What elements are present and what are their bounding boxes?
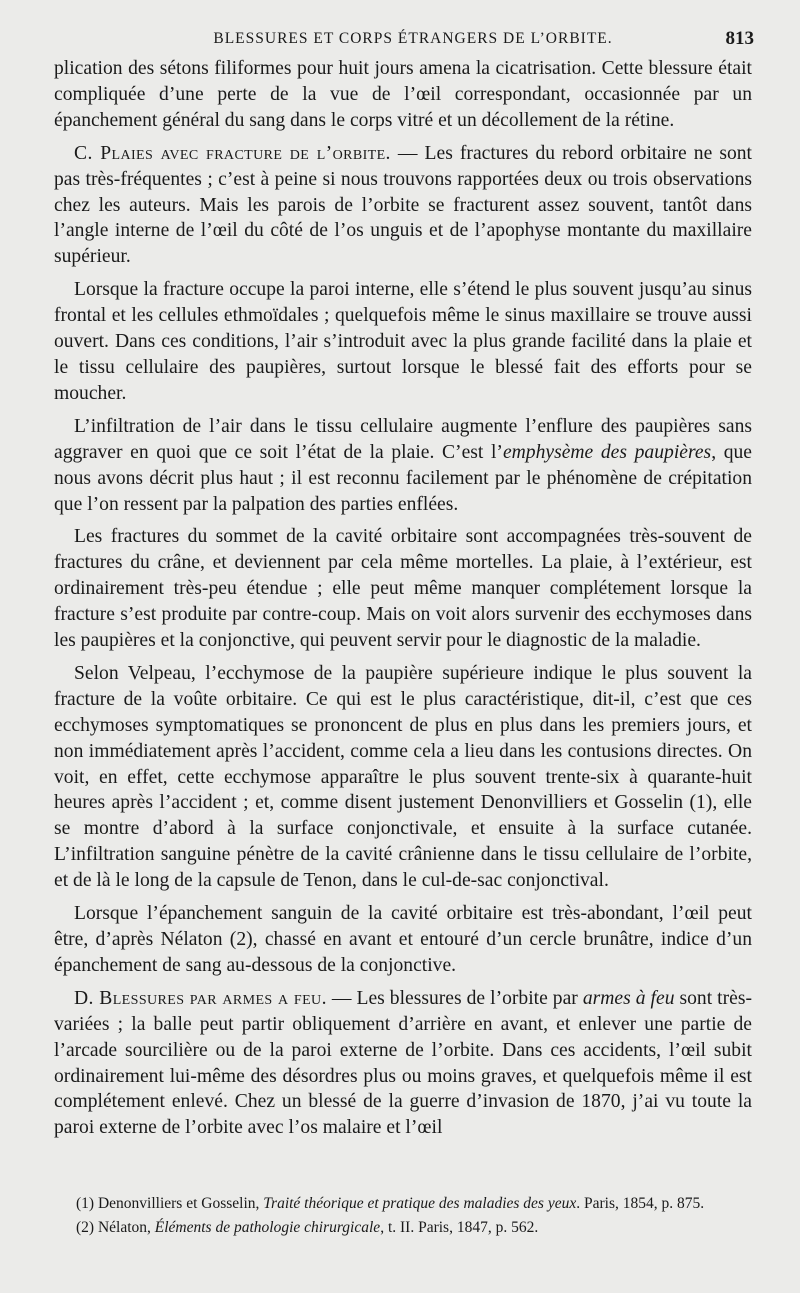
paragraph-epanchement: Lorsque l’épanchement sanguin de la cavité orbitaire est très-abondant, l’œil peut être, d’après Nélaton (2), chassé en avant et entouré d’un cercle brunâtre, indice d’un épanchement de sang au-dessous de la conjonctive. (54, 903, 752, 976)
running-title: BLESSURES ET CORPS ÉTRANGERS DE L’ORBITE. (213, 30, 613, 47)
running-header (54, 30, 752, 56)
footnote-text: . Paris, 1854, p. 875. (576, 1195, 705, 1212)
italic-term: emphysème des paupières (502, 441, 712, 463)
paragraph-text: — Les fractures du rebord orbitaire ne sont pas très-fréquentes ; c’est à peine si nous trouvons rapportées deux ou trois observations chez les auteurs. Mais les parois de l’orbite se fracturent assez souvent, tantôt dans l’angle interne de l’œil du côté de l’os unguis et de l’apophyse montante du maxillaire supérieur. (54, 142, 752, 268)
italic-term: armes à feu (582, 987, 675, 1009)
body-text (54, 56, 752, 1141)
paragraph-velpeau: Selon Velpeau, l’ecchymose de la paupière supérieure indique le plus souvent la fracture de la voûte orbitaire. Ce qui est le plus caractéristique, dit-il, c’est que ces ecchymoses symptomatiques se prononcent de plus en plus dans les premiers jours, et non immédiatement après l’accident, comme cela a lieu dans les contusions directes. On voit, en effet, cette ecchymose apparaître le plus souvent trente-six à quarante-huit heures après l’accident ; et, comme disent justement Denonvilliers et Gosselin (1), elle se montre d’abord à la surface conjonctivale, et ensuite à la surface cutanée. L’infiltration sanguine pénètre de la cavité crânienne dans le tissu cellulaire de l’orbite, et de là le long de la capsule de Tenon, dans le cul-de-sac conjonctival. (54, 662, 752, 892)
paragraph-continuation: plication des sétons filiformes pour huit jours amena la cicatrisation. Cette blessure était compliquée d’une perte de la vue de l’œil correspondant, occasionnée par un épanchement général du sang dans le corps vitré et un décollement de la rétine. (54, 58, 752, 131)
paragraph-infiltration-air (54, 414, 752, 518)
section-heading-d: D. Blessures par armes a feu. (74, 987, 327, 1009)
footnote-title: Traité théorique et pratique des maladies des yeux (263, 1195, 577, 1212)
paragraph-text: — Les blessures de l’orbite par (326, 987, 583, 1009)
footnote-text: (1) Denonvilliers et Gosselin, (76, 1195, 264, 1212)
paragraph-sommet-cavite: Les fractures du sommet de la cavité orbitaire sont accompagnées très-souvent de fractures du crâne, et deviennent par cela même mortelles. La plaie, à l’extérieur, est ordinairement très-peu étendue ; elle peut même manquer complétement lorsque la fracture s’est produite par contre-coup. Mais on voit alors survenir des ecchymoses dans les paupières et la conjonctive, qui peuvent servir pour le diagnostic de la maladie. (54, 526, 752, 652)
page-number: 813 (725, 28, 754, 49)
paragraph-armes-a-feu (54, 986, 752, 1141)
footnote-text: , t. II. Paris, 1847, p. 562. (380, 1219, 539, 1236)
paragraph-text: L’infiltration de l’air dans le tissu cellulaire augmente l’enflure des paupières sans aggraver en quoi que ce soit l’état de la plaie. C’est l’ (54, 415, 752, 463)
paragraph-text: sont très-variées ; la balle peut partir obliquement d’arrière en avant, et enlever une partie de l’arcade sourcilière ou de la paroi externe de l’orbite. Dans ces accidents, l’œil subit ordinairement lui-même des désordres plus ou moins graves, et quelquefois même il est complétement enlevé. Chez un blessé de la guerre d’invasion de 1870, j’ai vu toute la paroi externe de l’orbite avec l’os malaire et l’œil (54, 987, 752, 1139)
paragraph-text: , que nous avons décrit plus haut ; il est reconnu facilement par le phénomène de crépitation que l’on ressent par la palpation des parties enflées. (54, 441, 753, 515)
footnote-text: (2) Nélaton, (76, 1219, 155, 1236)
paragraph-plaies-fracture (54, 141, 752, 271)
footnotes (54, 1192, 752, 1240)
section-heading-c: C. Plaies avec fracture de l’orbite. (74, 142, 391, 164)
footnote-title: Éléments de pathologie chirurgicale (154, 1219, 381, 1236)
paragraph-paroi-interne: Lorsque la fracture occupe la paroi interne, elle s’étend le plus souvent jusqu’au sinus frontal et les cellules ethmoïdales ; quelquefois même le sinus maxillaire se trouve aussi ouvert. Dans ces conditions, l’air s’introduit avec la plus grande facilité dans la plaie et le tissu cellulaire des paupières, surtout lorsque le blessé fait des efforts pour se moucher. (54, 279, 752, 404)
footnote-2 (54, 1216, 752, 1240)
footnote-1 (54, 1192, 752, 1216)
